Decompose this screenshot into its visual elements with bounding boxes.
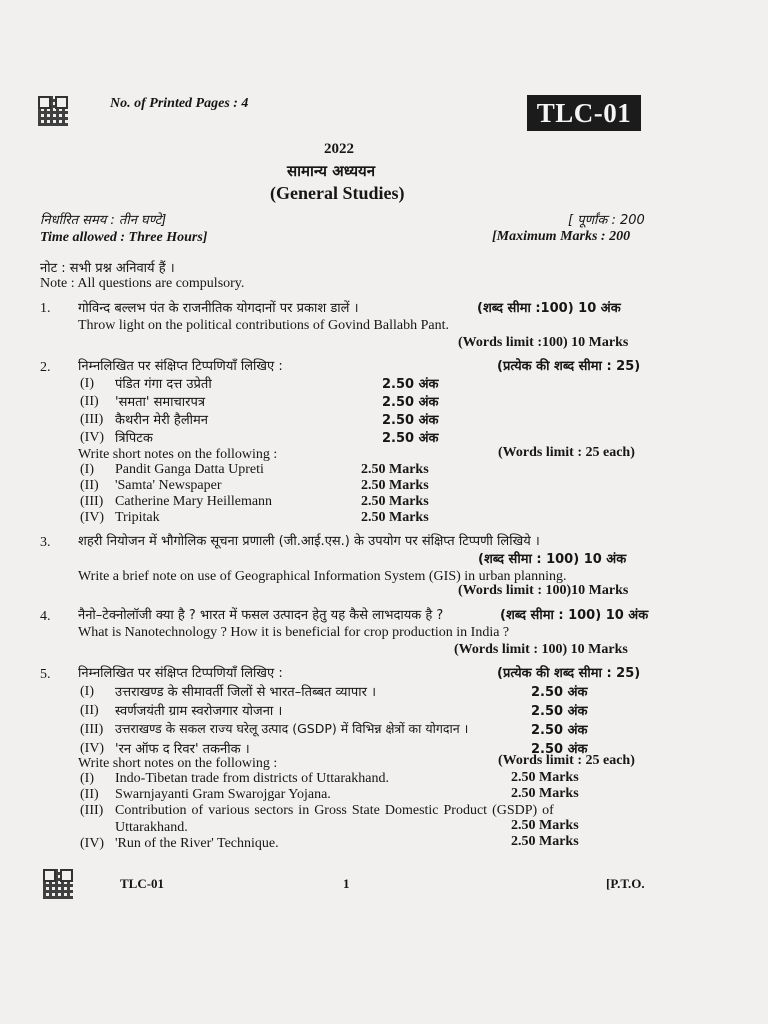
q5-hi-item-4: 'रन ऑफ द रिवर' तकनीक ।: [115, 742, 250, 757]
q5-hi-item-1-num: (I): [80, 684, 94, 699]
q2-hi-item-2: 'समता' समाचारपत्र: [115, 395, 206, 410]
q3-hindi-limit: (शब्द सीमा : 100) 10 अंक: [478, 552, 627, 567]
q2-en-item-2-num: (II): [80, 478, 99, 493]
q2-hi-item-1: पंडित गंगा दत्त उप्रेती: [115, 377, 212, 392]
time-allowed-hindi: निर्धारित समय : तीन घण्टे]: [40, 213, 167, 228]
q2-hi-item-3: कैथरीन मेरी हैलीमन: [115, 413, 208, 428]
exam-year: 2022: [324, 141, 354, 157]
paper-code-badge: TLC-01: [527, 95, 641, 131]
q5-hi-item-4-num: (IV): [80, 741, 105, 756]
q1-english-limit: (Words limit :100) 10 Marks: [458, 335, 629, 350]
note-hindi: नोट : सभी प्रश्न अनिवार्य हैं ।: [40, 261, 175, 276]
footer-qr-code-icon: [43, 869, 73, 899]
q5-en-item-1-marks: 2.50 Marks: [511, 770, 579, 785]
q2-hindi: निम्नलिखित पर संक्षिप्त टिप्पणियाँ लिखिए :: [78, 359, 283, 374]
q4-number: 4.: [40, 609, 51, 624]
q5-en-item-4: 'Run of the River' Technique.: [115, 836, 279, 851]
q2-en-item-1-num: (I): [80, 462, 94, 477]
q5-english-limit: (Words limit : 25 each): [498, 753, 635, 768]
q5-hi-item-3-marks: 2.50 अंक: [531, 723, 588, 738]
q2-en-item-4: Tripitak: [115, 510, 160, 525]
q5-number: 5.: [40, 667, 51, 682]
q2-hi-item-3-num: (III): [80, 412, 104, 427]
q1-hindi-limit: (शब्द सीमा :100) 10 अंक: [477, 301, 621, 316]
footer-paper-code: TLC-01: [120, 876, 165, 891]
q2-en-item-1-marks: 2.50 Marks: [361, 462, 429, 477]
q5-hindi-limit: (प्रत्येक की शब्द सीमा : 25): [497, 666, 641, 681]
q5-en-item-1-num: (I): [80, 771, 94, 786]
q2-hi-item-3-marks: 2.50 अंक: [382, 413, 439, 428]
q2-hindi-limit: (प्रत्येक की शब्द सीमा : 25): [497, 359, 641, 374]
q4-english-limit: (Words limit : 100) 10 Marks: [454, 642, 628, 657]
q5-en-item-3-num: (III): [80, 803, 104, 818]
q5-hi-item-3-num: (III): [80, 722, 104, 737]
q1-number: 1.: [40, 301, 51, 316]
time-allowed-english: Time allowed : Three Hours]: [40, 230, 208, 245]
q5-en-item-3-cont: Uttarakhand.: [115, 820, 188, 835]
q2-en-item-1: Pandit Ganga Datta Upreti: [115, 462, 264, 477]
max-marks-hindi: [ पूर्णांक : 200: [568, 213, 645, 228]
q5-en-item-4-num: (IV): [80, 836, 105, 851]
q5-en-item-3: Contribution of various sectors in Gross State Domestic Product (GSDP) of: [115, 803, 554, 818]
q4-hindi-limit: (शब्द सीमा : 100) 10 अंक: [500, 608, 649, 623]
q2-hi-item-4-num: (IV): [80, 430, 105, 445]
q4-hindi: नैनो–टेक्नोलॉजी क्या है ? भारत में फसल उत्पादन हेतु यह कैसे लाभदायक है ?: [78, 608, 444, 623]
footer-page-number: 1: [343, 876, 350, 891]
footer-pto: [P.T.O.: [606, 876, 645, 891]
q3-number: 3.: [40, 535, 51, 550]
max-marks-english: [Maximum Marks : 200: [492, 229, 631, 244]
q5-hindi: निम्नलिखित पर संक्षिप्त टिप्पणियाँ लिखिए :: [78, 666, 283, 681]
q2-hi-item-2-num: (II): [80, 394, 99, 409]
q2-en-item-3: Catherine Mary Heillemann: [115, 494, 273, 509]
q4-english: What is Nanotechnology ? How it is beneficial for crop production in India ?: [78, 625, 510, 640]
q2-hi-item-1-marks: 2.50 अंक: [382, 377, 439, 392]
note-english: Note : All questions are compulsory.: [40, 276, 245, 291]
q5-en-item-2: Swarnjayanti Gram Swarojgar Yojana.: [115, 787, 331, 802]
q2-en-item-4-num: (IV): [80, 510, 105, 525]
q5-hi-item-1: उत्तराखण्ड के सीमावर्ती जिलों से भारत–तिब्बत व्यापार ।: [115, 685, 377, 700]
q5-en-item-3-marks: 2.50 Marks: [511, 818, 579, 833]
q5-hi-item-2-num: (II): [80, 703, 99, 718]
q2-hi-item-4: त्रिपिटक: [115, 431, 153, 446]
q5-en-item-2-marks: 2.50 Marks: [511, 786, 579, 801]
q2-en-item-2-marks: 2.50 Marks: [361, 478, 429, 493]
q5-hi-item-2-marks: 2.50 अंक: [531, 704, 588, 719]
q2-en-item-4-marks: 2.50 Marks: [361, 510, 429, 525]
q2-hi-item-4-marks: 2.50 अंक: [382, 431, 439, 446]
q5-hi-item-3: उत्तराखण्ड के सकल राज्य घरेलू उत्पाद (GSDP) में विभिन्न क्षेत्रों का योगदान ।: [115, 721, 469, 736]
q2-en-item-3-marks: 2.50 Marks: [361, 494, 429, 509]
q2-hi-item-2-marks: 2.50 अंक: [382, 395, 439, 410]
q5-en-item-4-marks: 2.50 Marks: [511, 834, 579, 849]
qr-code-icon: [38, 96, 68, 126]
q5-english: Write short notes on the following :: [78, 756, 278, 771]
q2-number: 2.: [40, 360, 51, 375]
q3-english-limit: (Words limit : 100)10 Marks: [458, 583, 629, 598]
q5-hi-item-1-marks: 2.50 अंक: [531, 685, 588, 700]
q2-english-limit: (Words limit : 25 each): [498, 445, 635, 460]
q5-hi-item-2: स्वर्णजयंती ग्राम स्वरोजगार योजना ।: [115, 704, 283, 719]
q1-english: Throw light on the political contributions of Govind Ballabh Pant.: [78, 318, 449, 333]
q3-hindi: शहरी नियोजन में भौगोलिक सूचना प्रणाली (जी.आई.एस.) के उपयोग पर संक्षिप्त टिप्पणी लिखिये ।: [78, 534, 540, 549]
q3-english: Write a brief note on use of Geographical Information System (GIS) in urban planning.: [78, 569, 567, 584]
printed-pages: No. of Printed Pages : 4: [110, 96, 249, 111]
q2-en-item-3-num: (III): [80, 494, 104, 509]
title-english: (General Studies): [270, 183, 405, 203]
q2-hi-item-1-num: (I): [80, 376, 94, 391]
q5-en-item-2-num: (II): [80, 787, 99, 802]
q5-en-item-1: Indo-Tibetan trade from districts of Uttarakhand.: [115, 771, 389, 786]
q1-hindi: गोविन्द बल्लभ पंत के राजनीतिक योगदानों पर प्रकाश डालें ।: [78, 301, 359, 316]
q2-en-item-2: 'Samta' Newspaper: [115, 478, 222, 493]
q5-hi-item-4-marks: 2.50 अंक: [531, 742, 588, 757]
title-hindi: सामान्य अध्ययन: [287, 162, 376, 180]
q2-english: Write short notes on the following :: [78, 447, 278, 462]
